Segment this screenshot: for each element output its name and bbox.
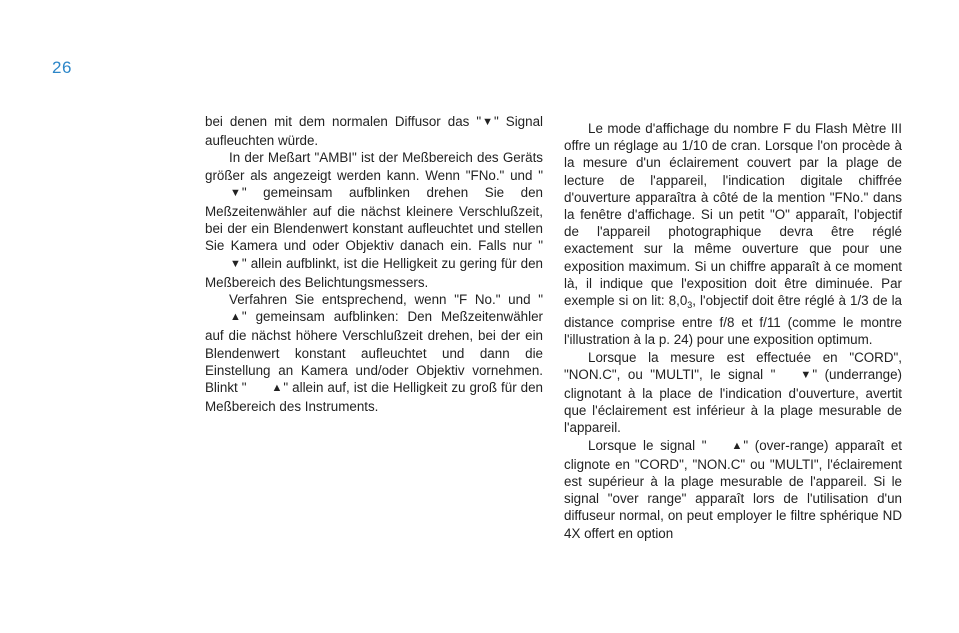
page-number: 26 [52, 58, 72, 77]
under-range-icon: ▼ [800, 368, 812, 381]
french-paragraph-1: Le mode d'affichage du nombre F du Flash Mètre III offre un réglage au 1/10 de cran. Lorsque l'on procède à la mesure d'un éclairement couvert par la plage de lecture de l'appareil, l'indication digitale chiffrée d'ouverture apparaîtra à côté de la mention "FNo." dans la fenêtre d'affichage. Si un petit "O" apparaît, l'objectif de l'appareil photographique devra être réglé exactement sur la même ouverture que pour une exposition maximum. Si un chiffre apparaît à ce moment là, il indique que l'exposition doit être diminuée. Par exemple si on lit: $8,0_3$, l'objectif doit être réglé à 1/3 de la distance comprise entre f/8 et f/11 (comme le montre l'illustration à la p. 24) pour une exposition optimum. [564, 121, 902, 348]
over-range-icon: ▲ [271, 382, 283, 395]
german-paragraph-1: bei denen mit dem normalen Diffusor das "▼" Signal aufleuchten würde. [205, 114, 543, 149]
german-paragraph-3: Verfahren Sie entsprechend, wenn "F No." und "▲" gemeinsam aufblinken: Den Meßzeitenwähler auf die nächst höhere Verschlußzeit drehen, bei der ein Blendenwert konstant aufleuchtet und dann die Einstellung an Kamera und/oder Objektiv vornehmen. Blinkt " ▲" allein auf, ist die Helligkeit zu groß für den Meßbereich des Instruments. [205, 292, 543, 415]
under-range-icon: ▼ [482, 116, 494, 128]
under-range-icon: ▼ [230, 257, 241, 270]
french-paragraph-2: Lorsque la mesure est effectuée en "CORD", "NON.C", ou "MULTI", le signal " ▼" (underrange) clignotant à la place de l'indication d'ouverture, avertit que l'éclairement est inférieur à la plage mesurable de l'appareil. [564, 349, 902, 436]
over-range-icon: ▲ [731, 439, 743, 452]
under-range-icon: ▼ [230, 186, 241, 199]
german-paragraph-2: In der Meßart "AMBI" ist der Meßbereich des Geräts größer als angezeigt werden kann. Wenn "FNo." und "▼" gemeinsam aufblinken drehen Sie den Meßzeitenwähler auf die nächst kleinere Verschlußzeit, bei der ein Blendenwert konstant aufleuchtet und stellen Sie Kamera und oder Objektiv danach ein. Falls nur "▼" allein aufblinkt, ist die Helligkeit zu gering für den Meßbereich des Belichtungsmessers. [205, 150, 543, 290]
french-column [564, 120, 902, 542]
german-column [205, 113, 543, 415]
french-paragraph-3: Lorsque le signal " ▲" (over-range) apparaît et clignote en "CORD", "NON.C" ou "MULTI", l'éclairement est supérieur à la plage mesurable de l'appareil. Si le signal "over range" apparaît lors de l'utilisation d'un diffuseur normal, on peut employer le filtre sphérique ND 4X offert en option [564, 437, 902, 541]
over-range-icon: ▲ [230, 311, 241, 324]
